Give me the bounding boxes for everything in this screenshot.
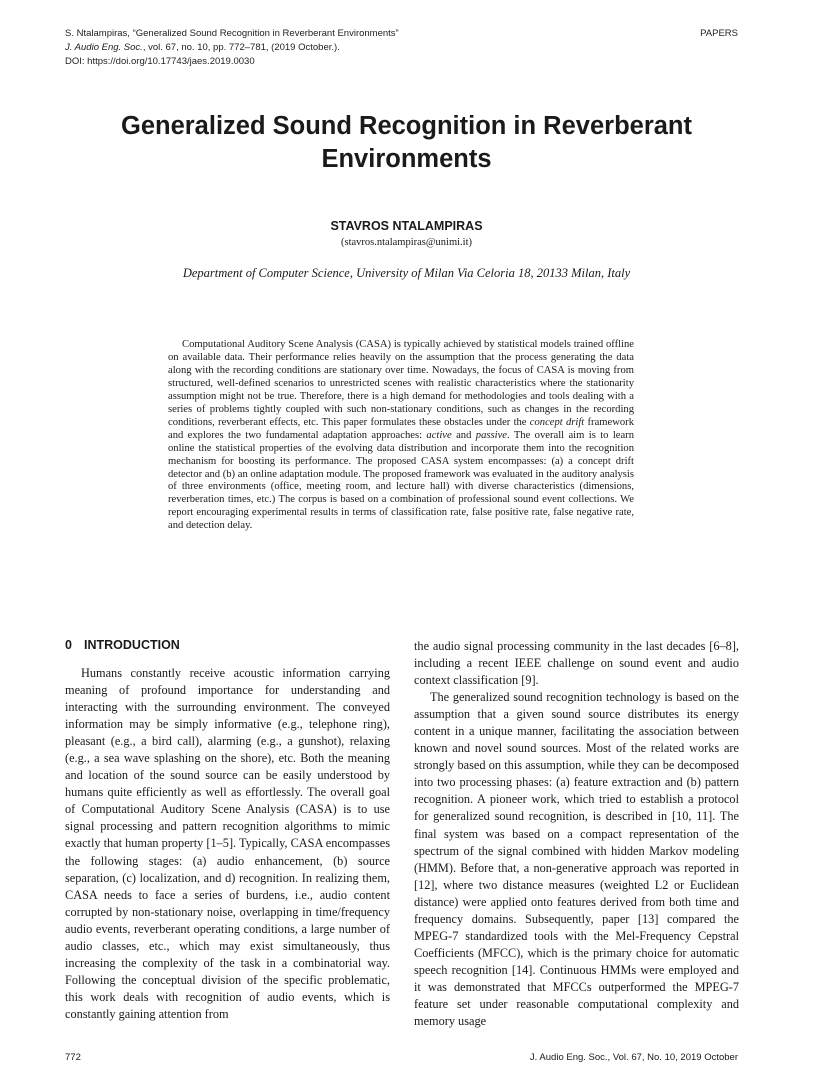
abstract-text-1: Computational Auditory Scene Analysis (CASA) is typically achieved by statistical models trained offline on available data. Their performance relies heavily on the assumption that the process generating the data along with the recording conditions are stationary over time. Nowadays, the focus of CASA is moving from structured, well-defined scenarios to unrestricted scenes with realistic characteristics where the stationarity assumption might not be true. Therefore, there is a high demand for methodologies and tools dealing with a series of problems tightly coupled with such non-stationary conditions, such as changes in the recording conditions, reverberant effects, etc. This paper formulates these obstacles under the (168, 339, 634, 428)
page-number: 772 (65, 1052, 81, 1063)
abstract-text-3: and (451, 429, 476, 441)
journal-details: , vol. 67, no. 10, pp. 772–781, (2019 October.). (142, 42, 340, 53)
section-heading (65, 638, 390, 653)
abstract (168, 339, 634, 533)
body-column-right (414, 638, 739, 1030)
abstract-text-2: framework and explores the two fundamental adaptation approaches: (168, 416, 634, 441)
abstract-text-4: . The overall aim is to learn online the statistical properties of the evolving data distribution and incorporate them into the recognition mechanism for boosting its performance. The proposed CASA system encompasses: (a) a concept drift detector and (b) an online adaptation module. The proposed framework was evaluated in the auditory analysis of three environments (office, meeting room, and lecture hall) with diverse characteristics (dimensions, reverberation times, etc.) The corpus is based on a combination of professional sound event collections. We report encouraging experimental results in terms of classification rate, false positive rate, false negative rate, and detection delay. (168, 429, 635, 532)
author-email[interactable]: (stavros.ntalampiras@unimi.it) (341, 237, 472, 248)
running-header (65, 27, 625, 69)
body-paragraph: The generalized sound recognition technology is based on the assumption that a given sound source distributes its energy content in a unique manner, facilitating the association between known and novel sound sources. Most of the related works are strongly based on this assumption, while they can be decomposed into two processing phases: (a) feature extraction and (b) pattern recognition. A pioneer work, which tried to establish a protocol for generalized sound recognition, is described in [10, 11]. The final system was based on a compact representation of the spectrum of the signal combined with hidden Markov modeling (HMM). Before that, a non-generative approach was reported in [12], where two distance measures (weighted L2 or Euclidean distance) were applied onto features derived from both time and frequency domains. Subsequently, paper [13] compared the MPEG-7 standardized tools with the Mel-Frequency Cepstral Coefficients (MFCC), which is the primary choice for automatic speech recognition [14]. Continuous HMMs were employed and it was demonstrated that MFCCs outperformed the MPEG-7 feature set under reasonable computational complexity and memory usage (414, 690, 739, 1029)
paper-title: Generalized Sound Recognition in Reverberant Environments (120, 112, 692, 173)
doi-link[interactable]: DOI: https://doi.org/10.17743/jaes.2019.0030 (65, 56, 255, 67)
section-label: PAPERS (700, 28, 738, 39)
section-title: INTRODUCTION (84, 638, 180, 652)
section-number: 0 (65, 638, 72, 652)
body-column-left (65, 638, 390, 1023)
abstract-emphasis-passive: passive (475, 429, 507, 441)
body-paragraph: Humans constantly receive acoustic information carrying meaning of profound importance for understanding and interacting with the surrounding environment. The conveyed information may be simply informative (e.g., telephone ring), pleasant (e.g., a bird call), alarming (e.g., a gunshot), relaxing (e.g., a sea wave splashing on the shore), etc. Both the meaning and location of the sound source can be easily understood by humans quite efficiently as well as effortlessly. The overall goal of Computational Auditory Scene Analysis (CASA) is to use signal processing and pattern recognition algorithms to mimic exactly that human property [1–5]. Typically, CASA encompasses the following stages: (a) audio enhancement, (b) source separation, (c) localization, and d) recognition. In realizing them, CASA needs to face a series of burdens, i.e., audio content corrupted by non-stationary noise, overlapping in time/frequency audio events, reverberant operating conditions, a large number of audio classes, etc., which may exist simultaneously, thus increasing the complexity of the task in a combinatorial way. Following the conceptual division of the specific problematic, this work deals with recognition of audio events, which is constantly gaining attention from (65, 666, 390, 1021)
journal-name: J. Audio Eng. Soc. (65, 42, 143, 53)
footer-journal: J. Audio Eng. Soc., Vol. 67, No. 10, 2019 October (529, 1052, 738, 1063)
author-affiliation: Department of Computer Science, University of Milan Via Celoria 18, 20133 Milan, Italy (182, 266, 631, 280)
body-paragraph-continued: the audio signal processing community in the last decades [6–8], including a recent IEEE challenge on sound event and audio context classification [9]. (414, 639, 739, 688)
author-name: STAVROS NTALAMPIRAS (330, 219, 483, 233)
abstract-emphasis-active: active (426, 429, 452, 441)
journal-reference (65, 41, 625, 55)
citation-line: S. Ntalampiras, “Generalized Sound Recognition in Reverberant Environments” (65, 28, 399, 39)
abstract-emphasis-concept-drift: concept drift (529, 416, 585, 428)
